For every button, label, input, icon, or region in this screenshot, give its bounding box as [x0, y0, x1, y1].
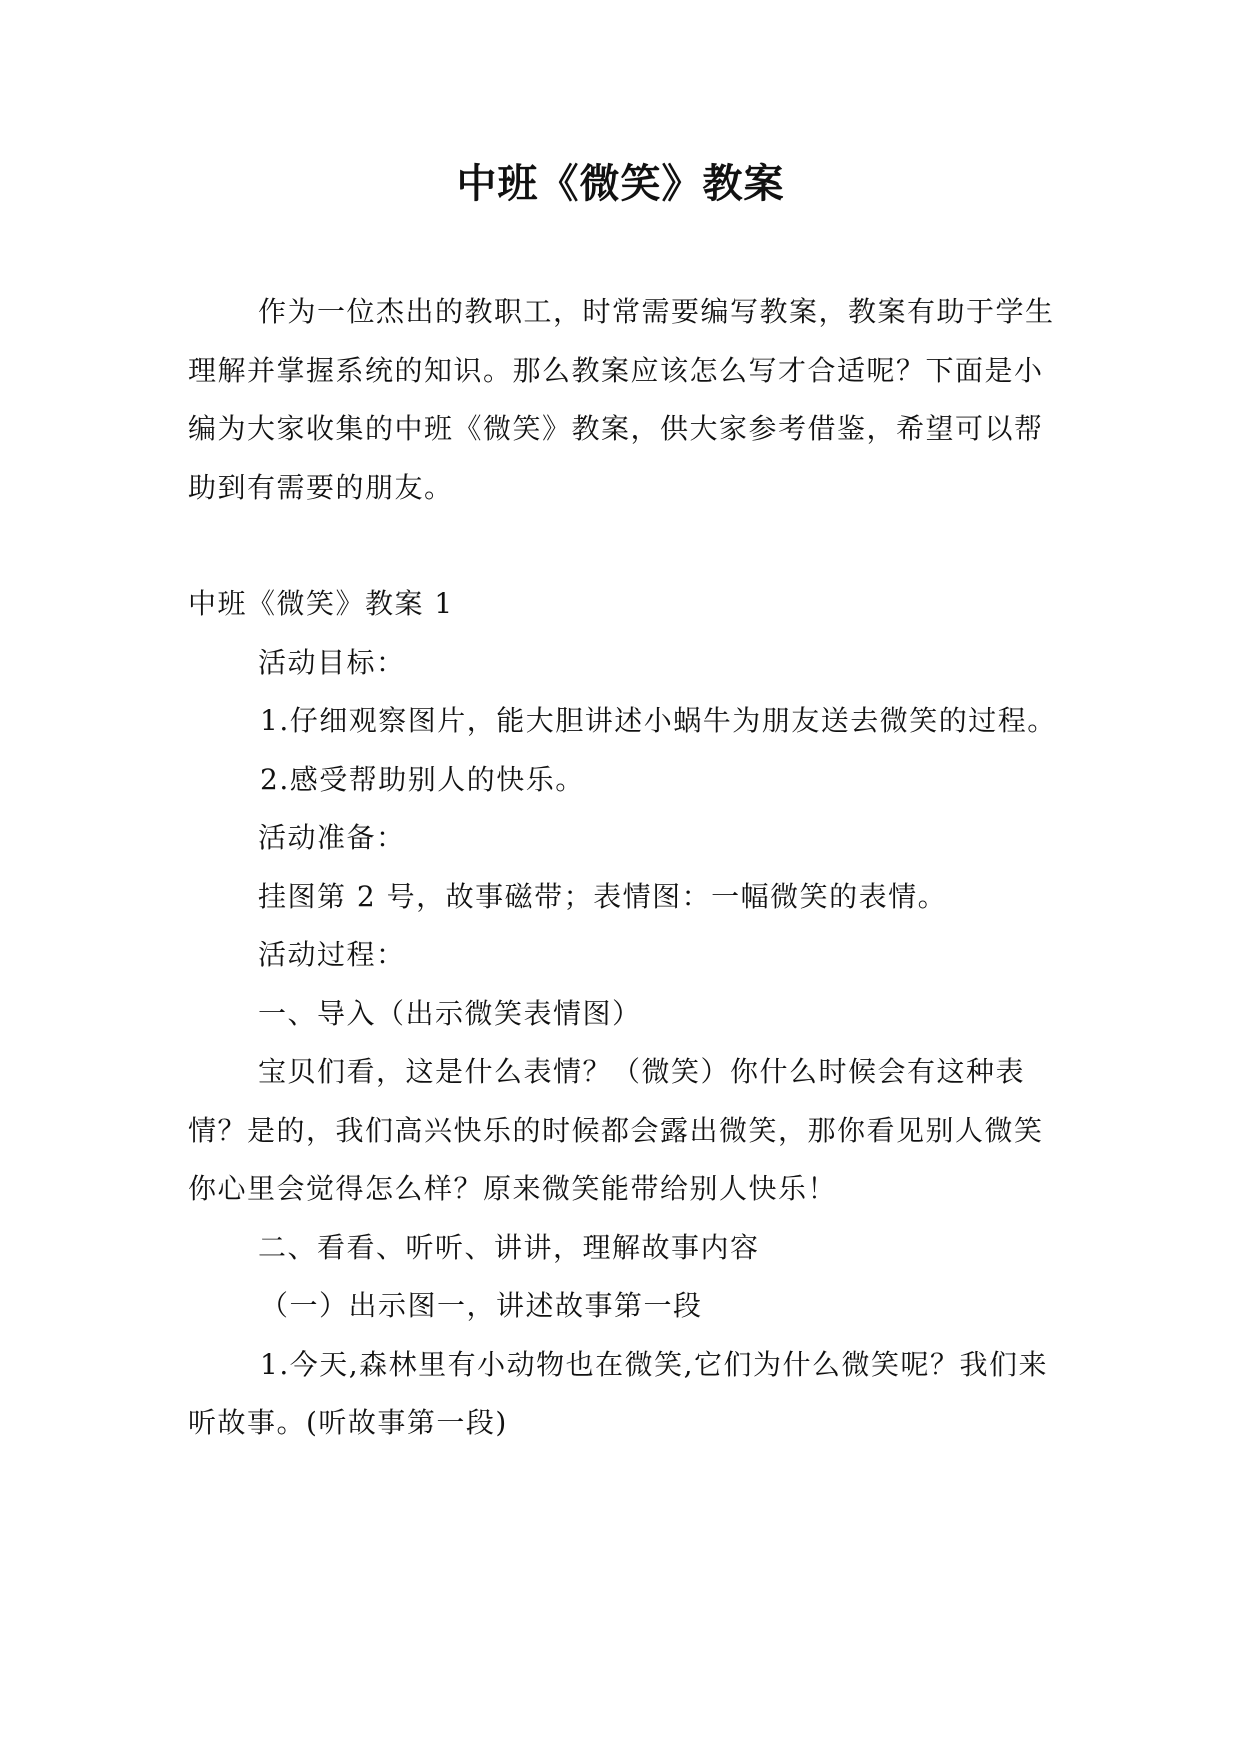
paragraph-step-2-heading: 二、看看、听听、讲讲，理解故事内容: [258, 1230, 760, 1264]
paragraph-prep-content: 挂图第 2 号，故事磁带；表情图：一幅微笑的表情。: [258, 879, 948, 913]
section-heading: 中班《微笑》教案 1: [188, 587, 454, 620]
paragraph-step-2-sub: （一）出示图一，讲述故事第一段: [260, 1289, 703, 1322]
paragraph-process-label: 活动过程：: [258, 938, 406, 971]
paragraph-step-1-heading: 一、导入（出示微笑表情图）: [258, 996, 642, 1030]
document-body: [188, 283, 1058, 1453]
paragraph-goal-label: 活动目标：: [258, 645, 406, 679]
document-title: 中班《微笑》教案: [456, 161, 785, 207]
paragraph-prep-label: 活动准备：: [258, 821, 406, 854]
paragraph-step-1-content: 宝贝们看，这是什么表情？（微笑）你什么时候会有这种表情？是的，我们高兴快乐的时候都会露出微笑，那你看见别人微笑你心里会觉得怎么样？原来微笑能带给别人快乐！: [188, 1055, 1044, 1205]
intro-paragraph: 作为一位杰出的教职工，时常需要编写教案，教案有助于学生理解并掌握系统的知识。那么教案应该怎么写才合适呢？下面是小编为大家收集的中班《微笑》教案，供大家参考借鉴，希望可以帮助到有需要的朋友。: [188, 295, 1055, 504]
paragraph-goal-2: 2.感受帮助别人的快乐。: [260, 762, 585, 796]
paragraph-step-2-item-1: 1.今天,森林里有小动物也在微笑,它们为什么微笑呢？我们来听故事。(听故事第一段): [188, 1347, 1049, 1439]
paragraph-goal-1: 1.仔细观察图片，能大胆讲述小蜗牛为朋友送去微笑的过程。: [260, 704, 1057, 737]
